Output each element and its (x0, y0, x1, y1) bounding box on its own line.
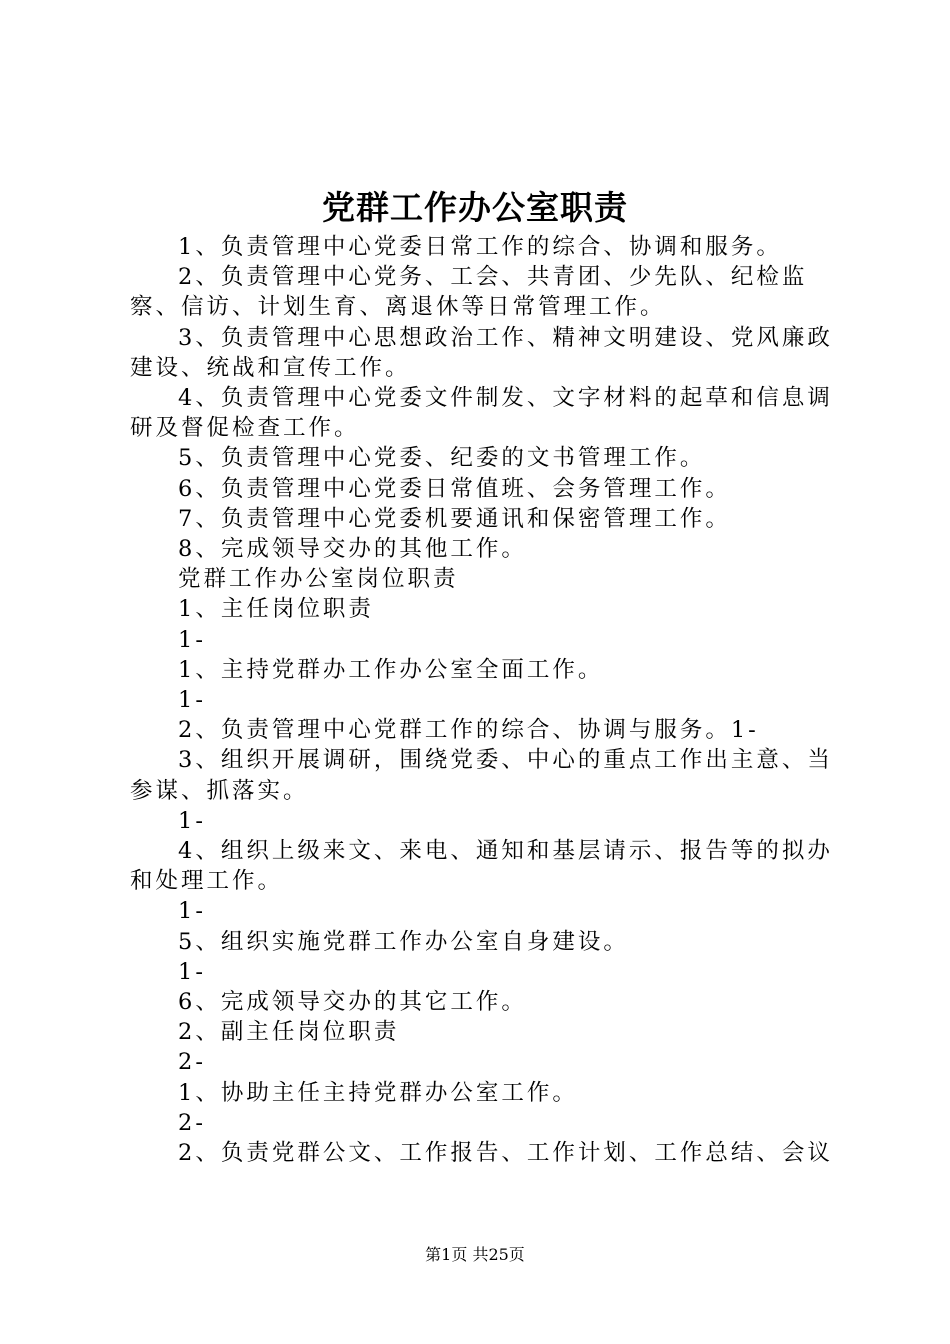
paragraph: 7、负责管理中心党委机要通讯和保密管理工作。 (178, 505, 731, 532)
paragraph: 1、负责管理中心党委日常工作的综合、协调和服务。 (178, 234, 782, 260)
paragraph: 3、负责管理中心思想政治工作、精神文明建设、党风廉政建设、统战和宣传工作。 (130, 324, 833, 381)
paragraph: 8、完成领导交办的其他工作。 (178, 536, 527, 563)
paragraph: 2、负责管理中心党群工作的综合、协调与服务。1- (178, 717, 759, 744)
paragraph: 4、组织上级来文、来电、通知和基层请示、报告等的拟办和处理工作。 (130, 838, 833, 895)
item-marker: 2- (178, 1049, 206, 1076)
item-marker: 2- (178, 1109, 206, 1136)
paragraph: 1、协助主任主持党群办公室工作。 (178, 1079, 578, 1106)
page-footer: 第1页 共25页 (425, 1245, 525, 1264)
item-marker: 1- (178, 958, 206, 985)
paragraph: 1、主持党群办工作办公室全面工作。 (178, 656, 604, 683)
subsection-heading: 1、主任岗位职责 (178, 596, 374, 623)
paragraph: 6、完成领导交办的其它工作。 (178, 989, 527, 1016)
item-marker: 1- (178, 626, 206, 653)
paragraph: 5、组织实施党群工作办公室自身建设。 (178, 928, 629, 955)
document-body (130, 232, 842, 1168)
paragraph: 2、负责党群公文、工作报告、工作计划、工作总结、会议 (178, 1140, 833, 1167)
document-title: 党群工作办公室职责 (322, 188, 628, 227)
section-heading: 党群工作办公室岗位职责 (178, 566, 459, 593)
item-marker: 1- (178, 687, 206, 714)
item-marker: 1- (178, 807, 206, 834)
item-marker: 1- (178, 898, 206, 925)
subsection-heading: 2、副主任岗位职责 (178, 1019, 400, 1046)
paragraph: 6、负责管理中心党委日常值班、会务管理工作。 (178, 475, 731, 502)
paragraph: 5、负责管理中心党委、纪委的文书管理工作。 (178, 445, 706, 472)
paragraph: 4、负责管理中心党委文件制发、文字材料的起草和信息调研及督促检查工作。 (130, 385, 833, 442)
paragraph: 2、负责管理中心党务、工会、共青团、少先队、纪检监察、信访、计划生育、离退休等日常管理工作。 (130, 264, 808, 321)
paragraph: 3、组织开展调研，围绕党委、中心的重点工作出主意、当参谋、抓落实。 (130, 747, 833, 804)
